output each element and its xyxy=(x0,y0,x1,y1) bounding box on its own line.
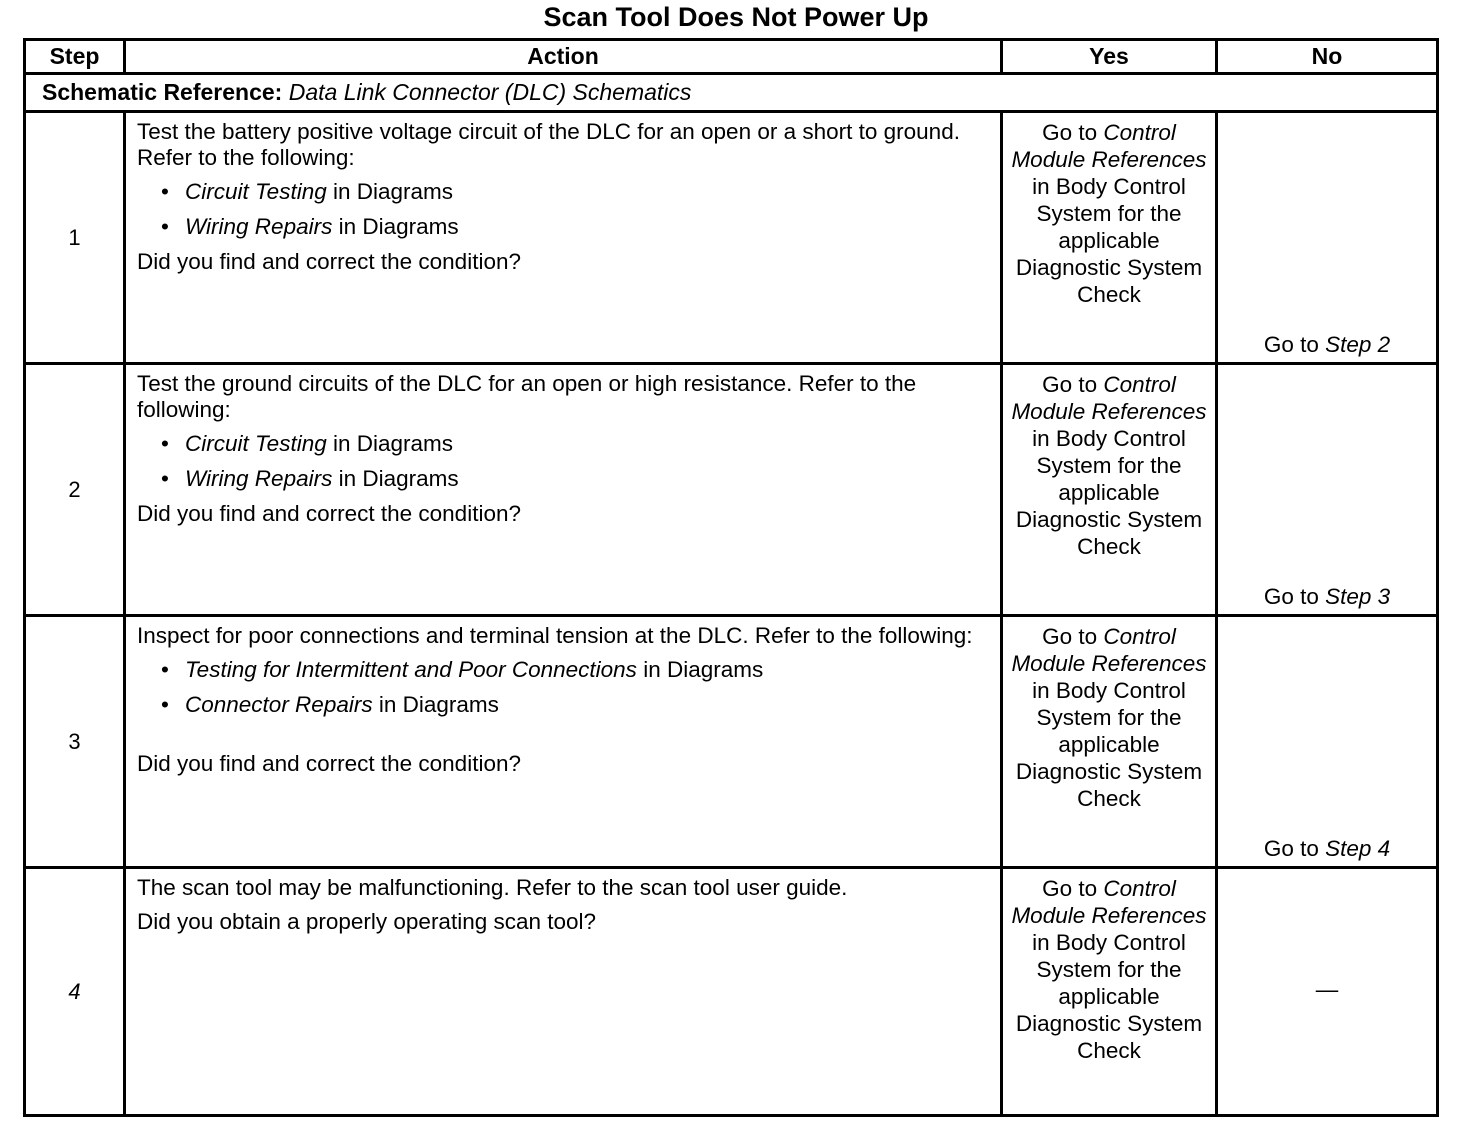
action-cell xyxy=(125,616,1002,868)
yes-cell xyxy=(1002,364,1217,616)
action-intro: Test the battery positive voltage circuit of the DLC for an open or a short to ground. Refer to the following: xyxy=(137,119,960,170)
list-item xyxy=(161,657,990,683)
header-no: No xyxy=(1217,40,1438,74)
table-row xyxy=(25,364,1438,616)
action-cell xyxy=(125,112,1002,364)
action-question: Did you find and correct the condition? xyxy=(137,751,521,776)
list-item xyxy=(161,692,990,718)
no-goto: Go to xyxy=(1263,584,1319,609)
yes-goto: Go to xyxy=(1042,624,1098,649)
yes-goto: Go to xyxy=(1042,120,1098,145)
step-link[interactable]: Step 2 xyxy=(1325,332,1391,357)
no-cell xyxy=(1217,364,1438,616)
wiring-repairs-link[interactable]: Wiring Repairs xyxy=(185,466,333,491)
diagnostic-table xyxy=(23,38,1439,1117)
circuit-testing-link[interactable]: Circuit Testing xyxy=(185,431,327,456)
action-cell xyxy=(125,364,1002,616)
control-module-references-link[interactable]: Control Module References xyxy=(1011,120,1207,172)
control-module-references-link[interactable]: Control Module References xyxy=(1011,876,1207,928)
bullet-suffix: in Diagrams xyxy=(333,431,454,456)
schematic-reference xyxy=(25,74,1438,112)
bullet-list xyxy=(137,657,990,718)
bullet-suffix: in Diagrams xyxy=(378,692,499,717)
list-item xyxy=(161,466,990,492)
step-link[interactable]: Step 3 xyxy=(1325,584,1391,609)
bullet-suffix: in Diagrams xyxy=(643,657,764,682)
bullet-suffix: in Diagrams xyxy=(333,179,454,204)
action-question: Did you obtain a properly operating scan tool? xyxy=(137,909,597,934)
no-goto: Go to xyxy=(1263,332,1319,357)
yes-goto: Go to xyxy=(1042,372,1098,397)
step-number: 1 xyxy=(25,112,125,364)
table-row xyxy=(25,616,1438,868)
yes-cell xyxy=(1002,616,1217,868)
bullet-suffix: in Diagrams xyxy=(338,466,459,491)
header-yes: Yes xyxy=(1002,40,1217,74)
schematic-label: Schematic Reference: xyxy=(42,79,283,105)
schematic-row xyxy=(25,74,1438,112)
table-row xyxy=(25,868,1438,1116)
yes-cell xyxy=(1002,868,1217,1116)
header-row xyxy=(25,40,1438,74)
list-item xyxy=(161,179,990,205)
intermittent-connections-link[interactable]: Testing for Intermittent and Poor Connections xyxy=(185,657,637,682)
action-intro: Test the ground circuits of the DLC for an open or high resistance. Refer to the following: xyxy=(137,371,917,422)
header-action: Action xyxy=(125,40,1002,74)
step-number: 2 xyxy=(25,364,125,616)
step-link[interactable]: Step 4 xyxy=(1325,836,1391,861)
step-number-italic: 4 xyxy=(68,978,81,1004)
yes-goto: Go to xyxy=(1042,876,1098,901)
action-question: Did you find and correct the condition? xyxy=(137,501,521,526)
yes-cell xyxy=(1002,112,1217,364)
bullet-suffix: in Diagrams xyxy=(338,214,459,239)
schematic-link[interactable]: Data Link Connector (DLC) Schematics xyxy=(288,79,692,105)
yes-suffix: in Body Control System for the applicable Diagnostic System Check xyxy=(1015,678,1203,811)
action-intro: Inspect for poor connections and terminal tension at the DLC. Refer to the following: xyxy=(137,623,973,648)
step-number: 3 xyxy=(25,616,125,868)
list-item xyxy=(161,214,990,240)
action-cell xyxy=(125,868,1002,1116)
table-row xyxy=(25,112,1438,364)
action-intro: The scan tool may be malfunctioning. Refer to the scan tool user guide. xyxy=(137,875,848,900)
no-cell xyxy=(1217,112,1438,364)
connector-repairs-link[interactable]: Connector Repairs xyxy=(185,692,373,717)
circuit-testing-link[interactable]: Circuit Testing xyxy=(185,179,327,204)
header-step: Step xyxy=(25,40,125,74)
bullet-list xyxy=(137,431,990,492)
no-goto: Go to xyxy=(1263,836,1319,861)
wiring-repairs-link[interactable]: Wiring Repairs xyxy=(185,214,333,239)
spacer xyxy=(137,727,990,751)
no-cell xyxy=(1217,616,1438,868)
control-module-references-link[interactable]: Control Module References xyxy=(1011,372,1207,424)
yes-suffix: in Body Control System for the applicable Diagnostic System Check xyxy=(1015,930,1203,1063)
page-title: Scan Tool Does Not Power Up xyxy=(543,2,929,32)
yes-suffix: in Body Control System for the applicable Diagnostic System Check xyxy=(1015,426,1203,559)
list-item xyxy=(161,431,990,457)
no-cell: — xyxy=(1217,868,1438,1116)
control-module-references-link[interactable]: Control Module References xyxy=(1011,624,1207,676)
step-number xyxy=(25,868,125,1116)
bullet-list xyxy=(137,179,990,240)
action-question: Did you find and correct the condition? xyxy=(137,249,521,274)
yes-suffix: in Body Control System for the applicable Diagnostic System Check xyxy=(1015,174,1203,307)
